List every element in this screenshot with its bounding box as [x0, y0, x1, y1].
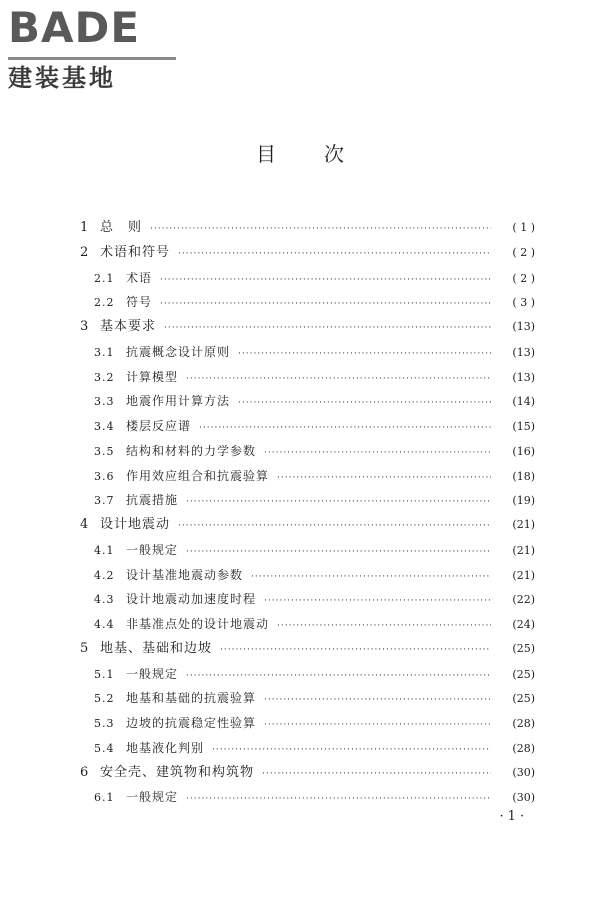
toc-entry-page: (21) — [512, 568, 535, 582]
toc-entry-title: 符号 — [126, 295, 153, 310]
toc-chapter-entry — [80, 513, 535, 538]
toc-chapter-entry — [80, 241, 535, 266]
toc-leader-dots — [264, 441, 491, 466]
toc-subsection-entry — [80, 365, 535, 390]
toc-entry-page: (30) — [512, 765, 535, 779]
toc-entry-page: (25) — [512, 692, 535, 706]
toc-entry-number: 3.7 — [94, 494, 115, 508]
toc-leader-dots — [186, 664, 491, 689]
toc-entry-number: 5.2 — [94, 692, 115, 706]
toc-subsection-entry — [80, 290, 535, 315]
toc-leader-dots — [150, 217, 491, 242]
toc-leader-dots — [251, 565, 491, 590]
toc-entry-title: 地基和基础的抗震验算 — [126, 691, 257, 706]
toc-entry-title: 地基液化判别 — [126, 740, 205, 755]
toc-entry-page: (13) — [512, 345, 535, 359]
logo-tagline: 建装基地 — [8, 64, 116, 92]
toc-entry-page: (15) — [512, 420, 535, 433]
toc-entry-page: (13) — [512, 320, 535, 333]
toc-chapter-entry — [80, 637, 535, 662]
toc-subsection-entry — [80, 563, 535, 588]
toc-entry-number: 4.3 — [94, 593, 115, 607]
toc-entry-title: 术语 — [126, 270, 153, 285]
logo-brand-text: BADE — [8, 3, 141, 52]
toc-entry-page: (21) — [512, 518, 535, 531]
toc-leader-dots — [186, 540, 491, 565]
toc-entry-page: (25) — [512, 641, 535, 655]
toc-leader-dots — [277, 614, 491, 639]
toc-entry-title: 设计基准地震动参数 — [126, 567, 244, 582]
toc-entry-number: 2 — [80, 244, 89, 260]
toc-entry-title: 抗震概念设计原则 — [126, 344, 231, 359]
toc-subsection-entry — [80, 538, 535, 563]
toc-leader-dots — [264, 589, 491, 614]
toc-entry-number: 4.1 — [94, 543, 115, 557]
toc-subsection-entry — [80, 587, 535, 612]
toc-entry-page: (16) — [512, 444, 535, 458]
toc-leader-dots — [160, 292, 491, 317]
table-of-contents — [80, 216, 535, 810]
toc-entry-title: 安全壳、建筑物和构筑物 — [100, 764, 255, 780]
toc-entry-page: (13) — [512, 370, 535, 384]
toc-entry-title: 基本要求 — [100, 319, 157, 334]
toc-subsection-entry — [80, 785, 535, 810]
toc-leader-dots — [160, 268, 491, 293]
toc-entry-number: 4 — [80, 517, 89, 532]
toc-leader-dots — [186, 490, 491, 515]
toc-entry-title: 一般规定 — [126, 542, 179, 557]
toc-entry-number: 1 — [80, 220, 89, 235]
toc-entry-number: 5.3 — [94, 717, 115, 730]
toc-leader-dots — [178, 242, 491, 267]
toc-entry-title: 地震作用计算方法 — [126, 394, 231, 409]
toc-entry-number: 3 — [80, 319, 89, 334]
toc-entry-title: 设计地震动加速度时程 — [126, 592, 257, 607]
toc-leader-dots — [212, 738, 491, 763]
toc-entry-number: 4.4 — [94, 618, 115, 631]
toc-leader-dots — [199, 416, 491, 441]
toc-entry-page: (21) — [512, 543, 535, 557]
toc-entry-number: 6.1 — [94, 791, 115, 805]
toc-subsection-entry — [80, 414, 535, 439]
toc-title: 目次 — [256, 142, 392, 166]
toc-entry-title: 总 则 — [100, 220, 143, 235]
toc-subsection-entry — [80, 736, 535, 761]
toc-entry-number: 4.2 — [94, 568, 115, 582]
toc-entry-title: 设计地震动 — [100, 517, 171, 532]
toc-entry-page: (25) — [512, 667, 535, 681]
toc-entry-page: (24) — [512, 618, 535, 631]
toc-entry-number: 3.2 — [94, 370, 115, 384]
toc-subsection-entry — [80, 612, 535, 637]
toc-entry-title: 非基准点处的设计地震动 — [126, 617, 270, 631]
toc-entry-page: (28) — [512, 717, 535, 730]
toc-entry-title: 一般规定 — [126, 666, 179, 681]
toc-entry-number: 3.1 — [94, 345, 115, 359]
toc-chapter-entry — [80, 216, 535, 241]
toc-entry-page: ( 2 ) — [512, 271, 535, 285]
bade-logo — [8, 3, 176, 94]
toc-entry-page: ( 1 ) — [512, 221, 535, 234]
toc-entry-number: 3.5 — [94, 444, 115, 458]
toc-leader-dots — [277, 466, 491, 491]
toc-chapter-entry — [80, 761, 535, 786]
toc-subsection-entry — [80, 389, 535, 414]
toc-leader-dots — [220, 638, 491, 663]
toc-subsection-entry — [80, 488, 535, 513]
toc-entry-number: 6 — [80, 764, 89, 780]
toc-entry-number: 5 — [80, 640, 89, 656]
toc-subsection-entry — [80, 439, 535, 464]
toc-leader-dots — [186, 367, 491, 392]
toc-entry-page: (19) — [512, 494, 535, 508]
toc-chapter-entry — [80, 315, 535, 340]
toc-leader-dots — [262, 762, 491, 787]
toc-subsection-entry — [80, 266, 535, 291]
toc-entry-title: 结构和材料的力学参数 — [126, 443, 257, 458]
toc-entry-page: ( 2 ) — [512, 245, 535, 259]
toc-entry-page: (30) — [512, 791, 535, 805]
toc-subsection-entry — [80, 711, 535, 736]
toc-leader-dots — [264, 688, 491, 713]
toc-entry-number: 3.6 — [94, 469, 115, 483]
toc-entry-title: 作用效应组合和抗震验算 — [126, 468, 270, 483]
toc-subsection-entry — [80, 686, 535, 711]
toc-entry-title: 地基、基础和边坡 — [100, 640, 213, 656]
toc-leader-dots — [238, 391, 491, 416]
toc-subsection-entry — [80, 464, 535, 489]
toc-leader-dots — [264, 713, 491, 738]
toc-entry-title: 一般规定 — [126, 790, 179, 805]
toc-entry-title: 抗震措施 — [126, 493, 179, 508]
toc-entry-number: 5.4 — [94, 741, 115, 755]
toc-subsection-entry — [80, 340, 535, 365]
toc-entry-page: (14) — [512, 395, 535, 409]
toc-entry-number: 3.4 — [94, 420, 115, 433]
logo-divider — [8, 57, 176, 60]
toc-entry-title: 边坡的抗震稳定性验算 — [126, 716, 257, 730]
toc-entry-title: 术语和符号 — [100, 244, 171, 260]
toc-entry-page: ( 3 ) — [512, 296, 535, 310]
toc-subsection-entry — [80, 662, 535, 687]
toc-entry-number: 3.3 — [94, 395, 115, 409]
page-number: ·1· — [499, 809, 528, 824]
toc-entry-page: (18) — [512, 469, 535, 483]
toc-entry-page: (22) — [512, 593, 535, 607]
toc-leader-dots — [178, 514, 491, 539]
toc-entry-number: 2.2 — [94, 296, 115, 310]
toc-entry-number: 2.1 — [94, 271, 115, 285]
toc-entry-number: 5.1 — [94, 667, 115, 681]
toc-entry-title: 楼层反应谱 — [126, 419, 192, 433]
toc-entry-page: (28) — [512, 741, 535, 755]
toc-entry-title: 计算模型 — [126, 369, 179, 384]
toc-leader-dots — [164, 316, 491, 341]
toc-leader-dots — [238, 342, 491, 367]
